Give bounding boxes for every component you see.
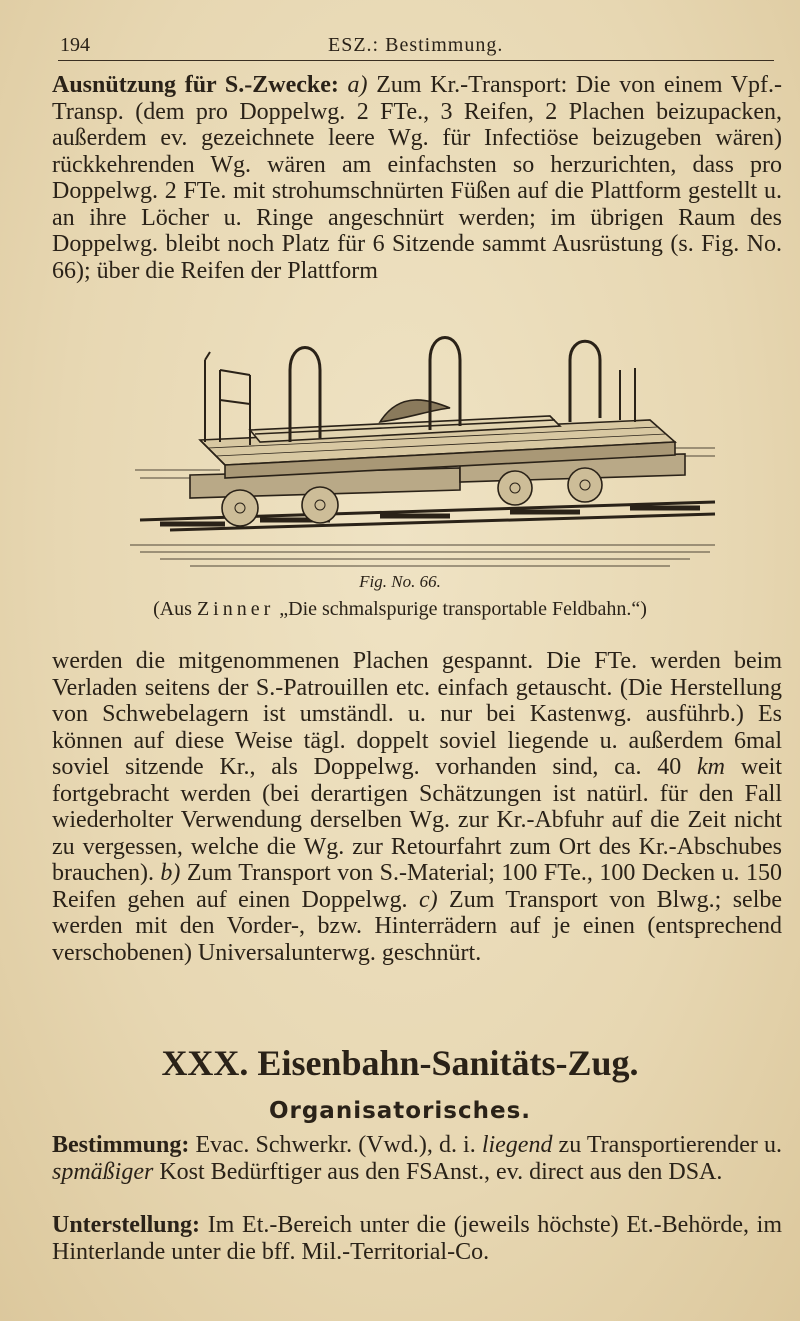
paragraph-text: Zum Transport von S.-Material; 100 FTe., 100 Decken u. 150 Reifen gehen auf einen Doppelwg. — [52, 860, 783, 913]
paragraph-unterstellung — [52, 1212, 782, 1265]
figure-source — [0, 598, 800, 621]
paragraph-text: Im Et.-Bereich unter die (jeweils höchste) Et.-Behörde, im Hinterlande unter die bff. Mil.-Territorial-Co. — [52, 1212, 783, 1265]
paragraph-lead: Ausnützung für S.-Zwecke: — [52, 72, 339, 98]
paragraph-bestimmung — [52, 1132, 782, 1185]
paragraph-lead: Unterstellung: — [52, 1212, 200, 1238]
italic-term: spmäßiger — [52, 1158, 154, 1185]
page-number: 194 — [60, 34, 90, 56]
figure-label: Fig. No. 66. — [359, 572, 441, 591]
source-author: Zinner — [196, 598, 275, 620]
page-header — [58, 30, 774, 61]
section-title: Organisatorisches. — [268, 1098, 532, 1124]
paragraph-text: Evac. Schwerkr. (Vwd.), d. i. — [195, 1132, 476, 1158]
paragraph-text: werden die mitgenommenen Plachen gespannt. Die FTe. werden beim Verladen seitens der S.-Patrouillen etc. einfach getauscht. (Die Herstellung von Schwebelagern ist umständl. u. nur bei Kastenwg. ausführb.) Es können auf diese Weise tägl. doppelt soviel liegende u. außerdem 6mal soviel sitzende Kr., als Doppelwg. vorhanden sind, ca. 40 — [52, 648, 782, 780]
railway-wagon-illustration — [130, 330, 720, 575]
source-prefix: (Aus — [153, 598, 192, 620]
list-marker: b) — [160, 860, 181, 886]
italic-term: liegend — [481, 1132, 553, 1158]
list-marker: c) — [418, 886, 438, 913]
paragraph-usage — [52, 72, 782, 284]
list-marker: a) — [347, 72, 368, 98]
paragraph-text: Kost Bedürftiger aus den FSAnst., ev. direct aus den DSA. — [159, 1158, 723, 1185]
paragraph-text: Zum Transport von Blwg.; selbe werden mit den Vorder-, bzw. Hinterrädern auf je einen (entsprechend verschobenen) Universalunterwg. geschnürt. — [52, 886, 783, 966]
unit-km: km — [696, 754, 725, 780]
source-title: „Die schmalspurige transportable Feldbahn.“) — [279, 598, 647, 620]
paragraph-continuation — [52, 648, 782, 966]
paragraph-text: Zum Kr.-Transport: Die von einem Vpf.-Transp. (dem pro Doppelwg. 2 FTe., 3 Reifen, 2 Plachen beizupacken, außerdem ev. gezeichnete leere Wg. für Infectiöse beizugeben wären) rückkehrenden Wg. wären am einfachsten so herzurichten, dass pro Doppelwg. 2 FTe. mit strohumschnürten Füßen auf die Plattform gestellt u. an ihre Löcher u. Ringe angeschnürt werden; im übrigen Raum des Doppelwg. bleibt noch Platz für 6 Sitzende sammt Ausrüstung (s. Fig. No. 66); über die Reifen der Plattform — [52, 72, 783, 284]
chapter-title: XXX. Eisenbahn-Sanitäts-Zug. — [161, 1043, 639, 1083]
paragraph-text: zu Transportierender u. — [558, 1132, 783, 1158]
paragraph-text: weit fortgebracht werden (bei derartigen Schätzungen ist natürl. für den Fall wiederholter Verwendung derselben Wg. zur Kr.-Abfuhr auf die Zeit nicht zu vergessen, welche die Wg. zur Retourfahrt zum Ort des Kr.-Abschubes brauchen). — [52, 754, 783, 886]
running-title: ESZ.: Bestimmung. — [328, 34, 504, 56]
paragraph-lead: Bestimmung: — [52, 1132, 190, 1158]
